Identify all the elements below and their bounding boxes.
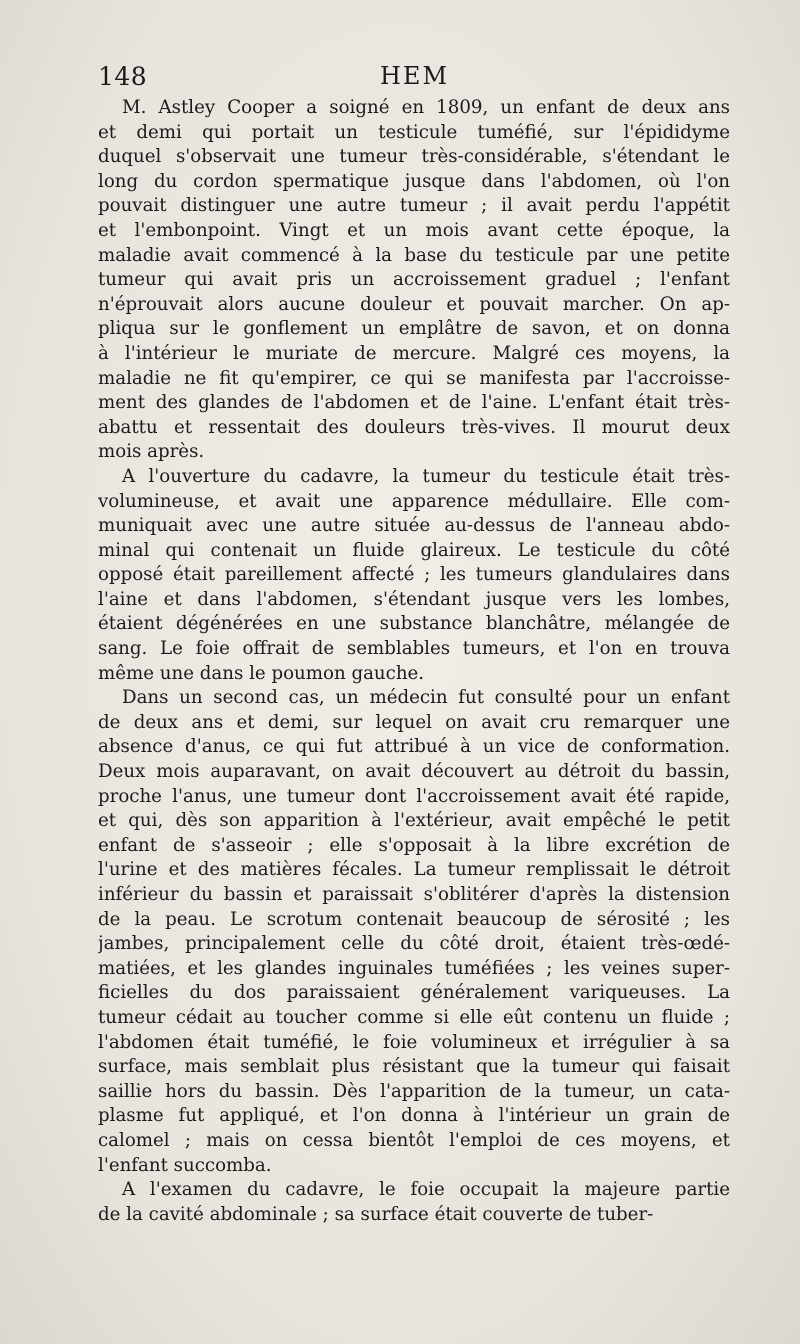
text-line: et l'embonpoint. Vingt et un mois avant cette époque, la (98, 219, 730, 241)
text-line: ficielles du dos paraissaient généralement variqueuses. La (98, 982, 730, 1004)
text-line: et demi qui portait un testicule tuméfié, sur l'épididyme (98, 121, 730, 143)
text-line: de la cavité abdominale ; sa surface était couverte de tuber- (98, 1203, 654, 1225)
text-line: de deux ans et demi, sur lequel on avait cru remarquer une (98, 711, 730, 733)
text-line: pouvait distinguer une autre tumeur ; il avait perdu l'appétit (98, 195, 730, 217)
text-line: tumeur qui avait pris un accroissement graduel ; l'enfant (98, 269, 730, 291)
text-line: l'urine et des matières fécales. La tumeur remplissait le détroit (98, 859, 730, 881)
text-line: même une dans le poumon gauche. (98, 662, 425, 684)
text-line: A l'examen du cadavre, le foie occupait la majeure partie (122, 1179, 730, 1201)
text-line: l'aine et dans l'abdomen, s'étendant jusque vers les lombes, (98, 588, 730, 610)
text-line: enfant de s'asseoir ; elle s'opposait à la libre excrétion de (98, 834, 730, 856)
text-line: et qui, dès son apparition à l'extérieur, avait empêché le petit (98, 810, 730, 832)
text-line: sang. Le foie offrait de semblables tumeurs, et l'on en trouva (98, 638, 730, 660)
running-head: HEM (380, 62, 450, 90)
text-line: volumineuse, et avait une apparence médullaire. Elle com- (98, 490, 730, 512)
text-line: ment des glandes de l'abdomen et de l'aine. L'enfant était très- (98, 392, 730, 414)
text-line: l'enfant succomba. (98, 1154, 272, 1176)
body-text (98, 96, 730, 1227)
text-line: A l'ouverture du cadavre, la tumeur du testicule était très- (122, 465, 730, 487)
text-line: mois après. (98, 441, 205, 463)
text-line: calomel ; mais on cessa bientôt l'emploi de ces moyens, et (98, 1129, 730, 1151)
text-line: Dans un second cas, un médecin fut consulté pour un enfant (122, 687, 730, 709)
paragraph (98, 465, 730, 686)
text-line: proche l'anus, une tumeur dont l'accroissement avait été rapide, (98, 785, 730, 807)
text-line: minal qui contenait un fluide glaireux. Le testicule du côté (98, 539, 730, 561)
text-line: muniquait avec une autre située au-dessus de l'anneau abdo- (98, 515, 730, 537)
text-line: duquel s'observait une tumeur très-considérable, s'étendant le (98, 146, 730, 168)
page-number: 148 (98, 62, 148, 91)
text-line: plasme fut appliqué, et l'on donna à l'intérieur un grain de (98, 1105, 730, 1127)
text-line: long du cordon spermatique jusque dans l'abdomen, où l'on (98, 170, 730, 192)
text-line: l'abdomen était tuméfié, le foie volumineux et irrégulier à sa (98, 1031, 730, 1053)
text-line: M. Astley Cooper a soigné en 1809, un enfant de deux ans (122, 97, 730, 118)
text-line: étaient dégénérées en une substance blanchâtre, mélangée de (98, 613, 730, 635)
page-header (98, 62, 728, 96)
paragraph (98, 96, 730, 465)
paragraph (98, 686, 730, 1178)
paragraph (98, 1178, 730, 1227)
text-line: jambes, principalement celle du côté droit, étaient très-œdé- (98, 933, 730, 955)
text-line: saillie hors du bassin. Dès l'apparition de la tumeur, un cata- (98, 1080, 730, 1102)
text-line: surface, mais semblait plus résistant que la tumeur qui faisait (98, 1056, 730, 1078)
text-line: tumeur cédait au toucher comme si elle eût contenu un fluide ; (98, 1006, 730, 1028)
text-line: maladie ne fit qu'empirer, ce qui se manifesta par l'accroisse- (98, 367, 730, 389)
text-line: absence d'anus, ce qui fut attribué à un vice de conformation. (98, 736, 730, 758)
text-line: pliqua sur le gonflement un emplâtre de savon, et on donna (98, 318, 730, 340)
text-line: de la peau. Le scrotum contenait beaucoup de sérosité ; les (98, 908, 730, 930)
text-line: à l'intérieur le muriate de mercure. Malgré ces moyens, la (98, 342, 730, 364)
text-line: Deux mois auparavant, on avait découvert au détroit du bassin, (98, 761, 730, 783)
text-line: abattu et ressentait des douleurs très-vives. Il mourut deux (98, 416, 730, 438)
text-line: opposé était pareillement affecté ; les tumeurs glandulaires dans (98, 564, 730, 586)
text-line: maladie avait commencé à la base du testicule par une petite (98, 244, 730, 266)
text-line: n'éprouvait alors aucune douleur et pouvait marcher. On ap- (98, 293, 730, 315)
text-line: inférieur du bassin et paraissait s'oblitérer d'après la distension (98, 884, 730, 905)
text-line: matiées, et les glandes inguinales tuméfiées ; les veines super- (98, 957, 730, 979)
